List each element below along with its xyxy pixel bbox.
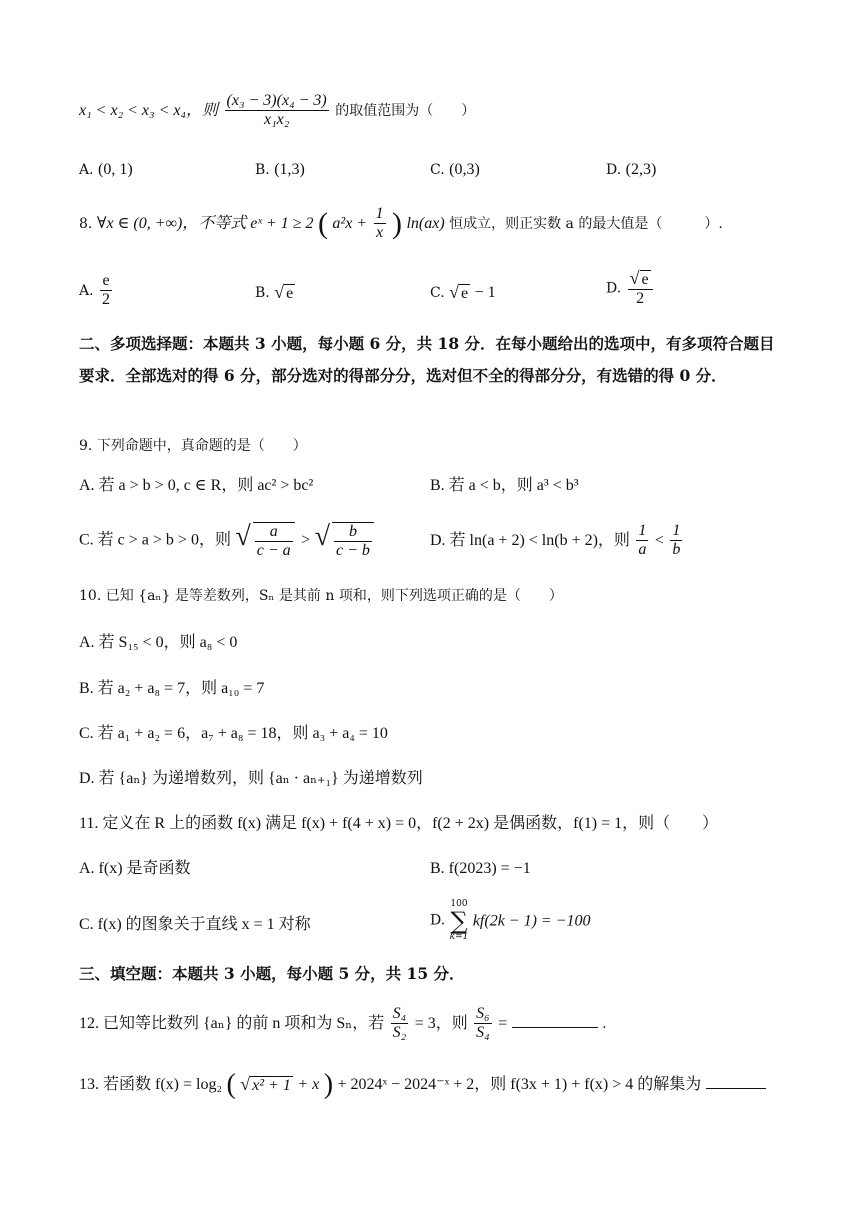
q11-stem: 11. 定义在 R 上的函数 f(x) 满足 f(x) + f(4 + x) = 0，f(2 + 2x) 是偶函数，f(1) = 1，则（ ） bbox=[79, 815, 719, 832]
q9-option-d: D. 若 ln(a + 2) < ln(b + 2)，则 $\frac{1}{a}$ < $\frac{1}{b}$ bbox=[430, 522, 681, 559]
q11-option-c: C. f(x) 的图象关于直线 x = 1 对称 bbox=[79, 916, 311, 933]
answer-blank bbox=[706, 1072, 766, 1089]
q7-stem: x₁ < x₂ < x₃ < x₄，则 $\frac{\text{(x₃ − 3)(x₄ − 3)}}{\text{x₁x₂}}$ 的取值范围为（ ） bbox=[79, 92, 476, 129]
q7-option-b: B. (1,3) bbox=[255, 161, 305, 178]
section-3-heading: 三、填空题：本题共 3 小题，每小题 5 分，共 15 分． bbox=[79, 964, 465, 983]
q9-stem: 9. 下列命题中，真命题的是（ ） bbox=[79, 438, 307, 454]
q9-option-a: A. 若 a > b > 0, c ∈ R，则 ac² > bc² bbox=[79, 477, 314, 494]
q13-stem: 13. 若函数 f(x) = log₂ ( √ x² + 1 + x ) + 2024ˣ − 2024⁻ˣ + 2，则 f(3x + 1) + f(x) > 4 的解集为 bbox=[79, 1068, 766, 1102]
q12-stem: 12. 已知等比数列 {aₙ} 的前 n 项和为 Sₙ，若 $\frac{\text{S₄}}{\text{S₂}}$ = 3，则 $\frac{\text{S₆}}{\text{S₄}}$ = . bbox=[79, 1005, 607, 1042]
section-2-heading: 二、多项选择题：本题共 3 小题，每小题 6 分，共 18 分．在每小题给出的选项中，有多项符合题目要求．全部选对的得 6 分，部分选对的得部分分，选对但不全的得部分分，有选错的得 0 分． bbox=[79, 334, 775, 385]
q8-stem: 8. ∀x ∈ (0, +∞)，不等式 eˣ + 1 ≥ 2 ( a²x + $\frac{1}{x}$ ) ln(ax) 恒成立，则正实数 a 的最大值是（ ）. bbox=[79, 205, 723, 242]
q8-option-c: C. √ e − 1 bbox=[430, 282, 496, 302]
q10-option-c: C. 若 a₁ + a₂ = 6，a₇ + a₈ = 18，则 a₃ + a₄ = 10 bbox=[79, 725, 388, 742]
q7-option-a: A. (0, 1) bbox=[79, 161, 133, 178]
q8-option-b: B. √ e bbox=[255, 282, 294, 302]
q11-option-d: D. 100 ∑ k=1 kf(2k − 1) = −100 bbox=[430, 899, 591, 942]
q8-option-d: D. $\frac{√ e}{2}$ bbox=[606, 268, 655, 309]
q7-option-c: C. (0,3) bbox=[430, 161, 480, 178]
q9-option-c: C. 若 c > a > b > 0，则 √ $\frac{a}{c - a}$ > √ $\frac{b}{c - b}$ bbox=[79, 520, 376, 561]
summation-symbol: 100 ∑ k=1 bbox=[449, 899, 469, 942]
q8-option-a: A. $\frac{e}{2}$ bbox=[79, 272, 111, 309]
q11-option-b: B. f(2023) = −1 bbox=[430, 860, 531, 877]
q7-option-d: D. (2,3) bbox=[606, 161, 657, 178]
q10-option-b: B. 若 a₂ + a₈ = 7，则 a₁₀ = 7 bbox=[79, 680, 265, 697]
q10-option-a: A. 若 S₁₅ < 0，则 a₈ < 0 bbox=[79, 634, 238, 651]
q11-option-a: A. f(x) 是奇函数 bbox=[79, 860, 191, 877]
q10-option-d: D. 若 {aₙ} 为递增数列，则 {aₙ · aₙ₊₁} 为递增数列 bbox=[79, 770, 423, 787]
q10-stem: 10. 已知 {aₙ} 是等差数列，Sₙ 是其前 n 项和，则下列选项正确的是（ ） bbox=[79, 588, 563, 604]
answer-blank bbox=[512, 1011, 598, 1028]
q8-fraction: $\frac{1}{x}$ bbox=[375, 205, 384, 242]
q9-option-b: B. 若 a < b，则 a³ < b³ bbox=[430, 477, 579, 494]
q7-fraction: $\frac{\text{(x₃ − 3)(x₄ − 3)}}{\text{x₁x₂}}$ bbox=[226, 92, 327, 129]
